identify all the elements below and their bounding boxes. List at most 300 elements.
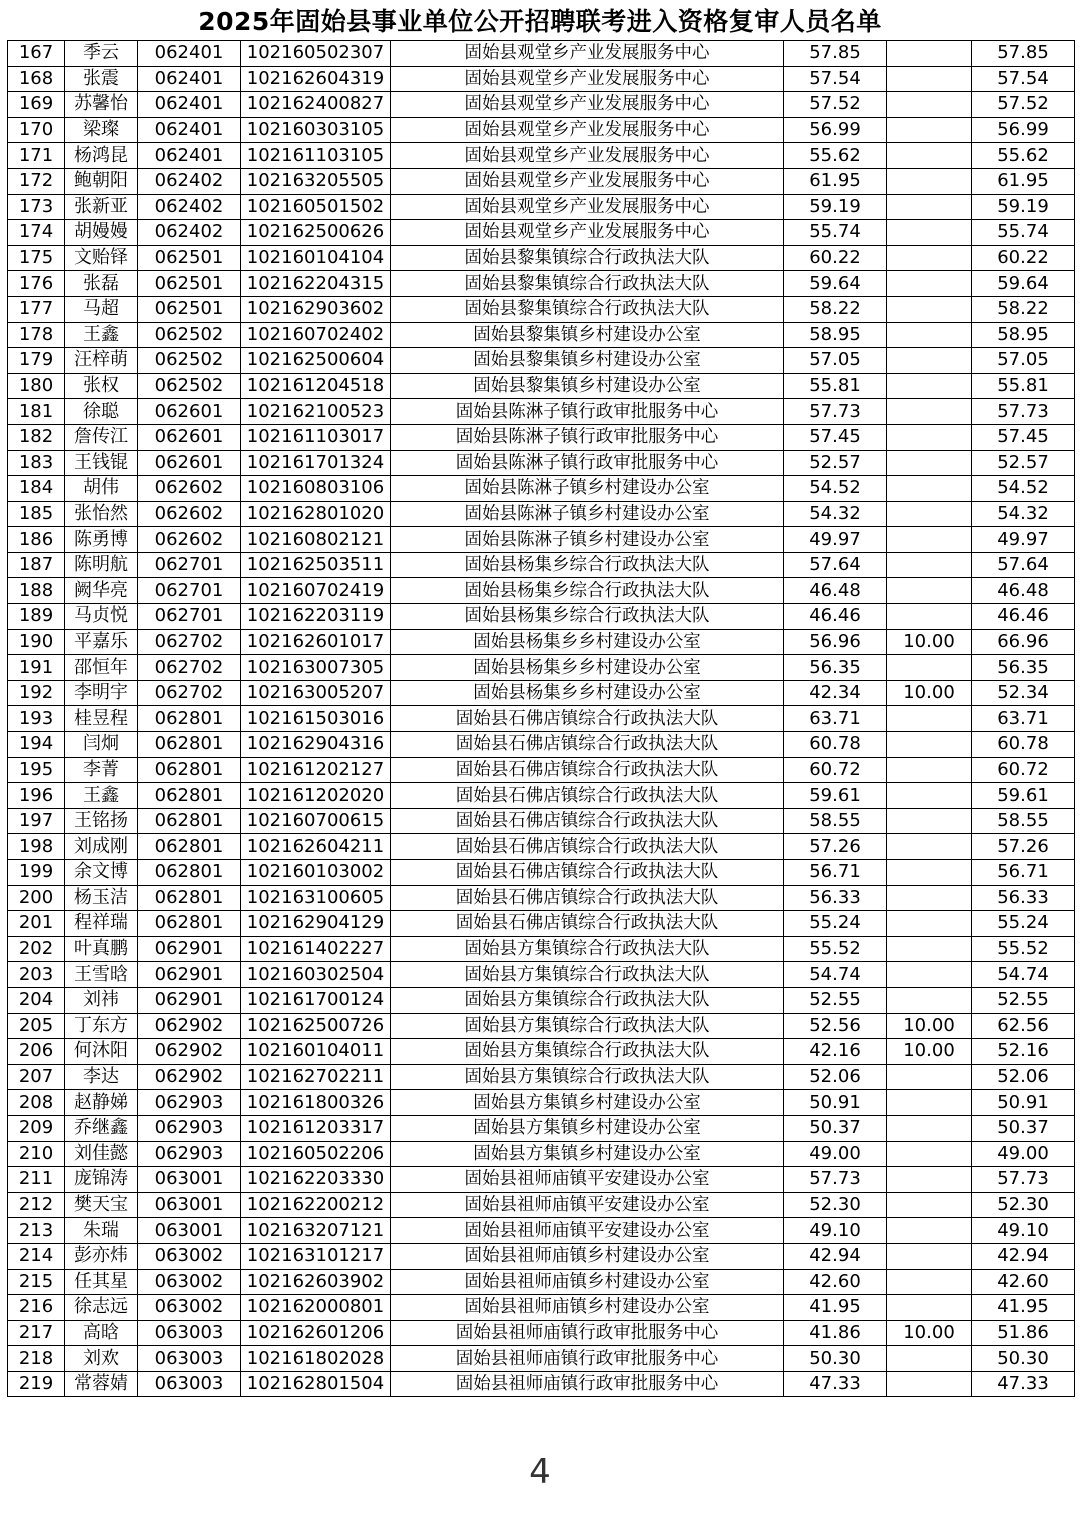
bonus-score-cell [887, 1064, 972, 1090]
employer-unit-cell: 固始县杨集乡综合行政执法大队 [391, 604, 784, 630]
bonus-score-cell [887, 962, 972, 988]
employer-unit-cell: 固始县方集镇综合行政执法大队 [391, 1064, 784, 1090]
total-score-cell: 49.00 [972, 1141, 1075, 1167]
position-code-cell: 062801 [138, 834, 241, 860]
total-score-cell: 42.60 [972, 1269, 1075, 1295]
position-code-cell: 062401 [138, 92, 241, 118]
written-score-cell: 47.33 [784, 1371, 887, 1397]
table-row [8, 322, 1075, 348]
total-score-cell: 55.81 [972, 373, 1075, 399]
candidate-name-cell: 刘佳懿 [65, 1141, 138, 1167]
bonus-score-cell: 10.00 [887, 629, 972, 655]
page-number: 4 [529, 1452, 551, 1492]
total-score-cell: 55.52 [972, 936, 1075, 962]
candidate-name-cell: 程祥瑞 [65, 911, 138, 937]
position-code-cell: 062901 [138, 936, 241, 962]
candidate-name-cell: 王雪晗 [65, 962, 138, 988]
employer-unit-cell: 固始县祖师庙镇行政审批服务中心 [391, 1371, 784, 1397]
written-score-cell: 54.32 [784, 501, 887, 527]
bonus-score-cell [887, 783, 972, 809]
bonus-score-cell [887, 732, 972, 758]
table-row [8, 117, 1075, 143]
candidate-name-cell: 何沐阳 [65, 1039, 138, 1065]
exam-number-cell: 102161202127 [241, 757, 391, 783]
position-code-cell: 062401 [138, 143, 241, 169]
employer-unit-cell: 固始县石佛店镇综合行政执法大队 [391, 911, 784, 937]
position-code-cell: 062401 [138, 41, 241, 67]
written-score-cell: 42.60 [784, 1269, 887, 1295]
position-code-cell: 062402 [138, 194, 241, 220]
written-score-cell: 59.61 [784, 783, 887, 809]
total-score-cell: 52.55 [972, 987, 1075, 1013]
table-row [8, 348, 1075, 374]
total-score-cell: 50.91 [972, 1090, 1075, 1116]
total-score-cell: 57.64 [972, 552, 1075, 578]
bonus-score-cell [887, 1167, 972, 1193]
row-index-cell: 169 [8, 92, 65, 118]
candidate-name-cell: 鲍朝阳 [65, 168, 138, 194]
employer-unit-cell: 固始县杨集乡乡村建设办公室 [391, 629, 784, 655]
row-index-cell: 188 [8, 578, 65, 604]
exam-number-cell: 102161402227 [241, 936, 391, 962]
table-row [8, 1192, 1075, 1218]
total-score-cell: 60.72 [972, 757, 1075, 783]
written-score-cell: 60.22 [784, 245, 887, 271]
written-score-cell: 56.99 [784, 117, 887, 143]
written-score-cell: 52.57 [784, 450, 887, 476]
employer-unit-cell: 固始县杨集乡乡村建设办公室 [391, 655, 784, 681]
table-row [8, 1141, 1075, 1167]
written-score-cell: 55.81 [784, 373, 887, 399]
candidate-name-cell: 赵静娣 [65, 1090, 138, 1116]
table-row [8, 296, 1075, 322]
row-index-cell: 184 [8, 476, 65, 502]
position-code-cell: 062801 [138, 911, 241, 937]
table-row [8, 552, 1075, 578]
total-score-cell: 58.22 [972, 296, 1075, 322]
row-index-cell: 212 [8, 1192, 65, 1218]
exam-number-cell: 102160803106 [241, 476, 391, 502]
total-score-cell: 61.95 [972, 168, 1075, 194]
written-score-cell: 49.10 [784, 1218, 887, 1244]
total-score-cell: 60.22 [972, 245, 1075, 271]
candidate-name-cell: 叶真鹏 [65, 936, 138, 962]
employer-unit-cell: 固始县方集镇综合行政执法大队 [391, 1013, 784, 1039]
table-row [8, 66, 1075, 92]
table-row [8, 1218, 1075, 1244]
position-code-cell: 063002 [138, 1295, 241, 1321]
bonus-score-cell [887, 578, 972, 604]
position-code-cell: 063001 [138, 1218, 241, 1244]
table-row [8, 604, 1075, 630]
position-code-cell: 062602 [138, 527, 241, 553]
written-score-cell: 60.78 [784, 732, 887, 758]
table-row [8, 629, 1075, 655]
row-index-cell: 168 [8, 66, 65, 92]
candidate-name-cell: 李达 [65, 1064, 138, 1090]
candidate-table [7, 40, 1075, 1397]
total-score-cell: 50.30 [972, 1346, 1075, 1372]
row-index-cell: 204 [8, 987, 65, 1013]
candidate-name-cell: 季云 [65, 41, 138, 67]
bonus-score-cell [887, 1141, 972, 1167]
total-score-cell: 49.10 [972, 1218, 1075, 1244]
table-row [8, 143, 1075, 169]
bonus-score-cell [887, 66, 972, 92]
table-row [8, 885, 1075, 911]
row-index-cell: 211 [8, 1167, 65, 1193]
table-row [8, 220, 1075, 246]
exam-number-cell: 102162204315 [241, 271, 391, 297]
table-row [8, 1269, 1075, 1295]
position-code-cell: 062601 [138, 399, 241, 425]
exam-number-cell: 102162100523 [241, 399, 391, 425]
written-score-cell: 63.71 [784, 706, 887, 732]
employer-unit-cell: 固始县黎集镇综合行政执法大队 [391, 271, 784, 297]
written-score-cell: 42.34 [784, 680, 887, 706]
table-row [8, 527, 1075, 553]
written-score-cell: 55.24 [784, 911, 887, 937]
exam-number-cell: 102162500726 [241, 1013, 391, 1039]
total-score-cell: 55.24 [972, 911, 1075, 937]
employer-unit-cell: 固始县石佛店镇综合行政执法大队 [391, 732, 784, 758]
exam-number-cell: 102162603902 [241, 1269, 391, 1295]
total-score-cell: 57.52 [972, 92, 1075, 118]
employer-unit-cell: 固始县祖师庙镇平安建设办公室 [391, 1192, 784, 1218]
bonus-score-cell [887, 860, 972, 886]
exam-number-cell: 102163100605 [241, 885, 391, 911]
exam-number-cell: 102162203119 [241, 604, 391, 630]
table-row [8, 1064, 1075, 1090]
row-index-cell: 191 [8, 655, 65, 681]
table-row [8, 732, 1075, 758]
exam-number-cell: 102162503511 [241, 552, 391, 578]
candidate-name-cell: 刘欢 [65, 1346, 138, 1372]
position-code-cell: 062903 [138, 1090, 241, 1116]
total-score-cell: 46.48 [972, 578, 1075, 604]
row-index-cell: 183 [8, 450, 65, 476]
written-score-cell: 42.94 [784, 1243, 887, 1269]
table-row [8, 783, 1075, 809]
position-code-cell: 062701 [138, 552, 241, 578]
written-score-cell: 52.56 [784, 1013, 887, 1039]
bonus-score-cell [887, 834, 972, 860]
row-index-cell: 189 [8, 604, 65, 630]
row-index-cell: 201 [8, 911, 65, 937]
bonus-score-cell [887, 885, 972, 911]
written-score-cell: 57.73 [784, 1167, 887, 1193]
exam-number-cell: 102160702419 [241, 578, 391, 604]
row-index-cell: 185 [8, 501, 65, 527]
total-score-cell: 51.86 [972, 1320, 1075, 1346]
candidate-name-cell: 闫炯 [65, 732, 138, 758]
written-score-cell: 56.96 [784, 629, 887, 655]
total-score-cell: 54.74 [972, 962, 1075, 988]
table-row [8, 1090, 1075, 1116]
written-score-cell: 57.85 [784, 41, 887, 67]
exam-number-cell: 102160501502 [241, 194, 391, 220]
row-index-cell: 206 [8, 1039, 65, 1065]
position-code-cell: 062401 [138, 117, 241, 143]
row-index-cell: 179 [8, 348, 65, 374]
exam-number-cell: 102162801020 [241, 501, 391, 527]
candidate-name-cell: 张怡然 [65, 501, 138, 527]
employer-unit-cell: 固始县陈淋子镇行政审批服务中心 [391, 399, 784, 425]
bonus-score-cell [887, 552, 972, 578]
written-score-cell: 52.55 [784, 987, 887, 1013]
bonus-score-cell [887, 911, 972, 937]
row-index-cell: 200 [8, 885, 65, 911]
employer-unit-cell: 固始县观堂乡产业发展服务中心 [391, 168, 784, 194]
table-row [8, 655, 1075, 681]
candidate-name-cell: 彭亦炜 [65, 1243, 138, 1269]
written-score-cell: 59.64 [784, 271, 887, 297]
bonus-score-cell [887, 322, 972, 348]
employer-unit-cell: 固始县方集镇综合行政执法大队 [391, 1039, 784, 1065]
position-code-cell: 062502 [138, 322, 241, 348]
candidate-name-cell: 高晗 [65, 1320, 138, 1346]
row-index-cell: 193 [8, 706, 65, 732]
employer-unit-cell: 固始县方集镇乡村建设办公室 [391, 1115, 784, 1141]
candidate-name-cell: 丁东方 [65, 1013, 138, 1039]
bonus-score-cell [887, 1243, 972, 1269]
bonus-score-cell [887, 476, 972, 502]
candidate-name-cell: 王鑫 [65, 783, 138, 809]
table-row [8, 373, 1075, 399]
table-row [8, 1295, 1075, 1321]
exam-number-cell: 102163101217 [241, 1243, 391, 1269]
exam-number-cell: 102160502206 [241, 1141, 391, 1167]
row-index-cell: 186 [8, 527, 65, 553]
candidate-name-cell: 马贞悦 [65, 604, 138, 630]
written-score-cell: 41.95 [784, 1295, 887, 1321]
page-title: 2025年固始县事业单位公开招聘联考进入资格复审人员名单 [198, 7, 882, 36]
candidate-name-cell: 桂昱程 [65, 706, 138, 732]
table-row [8, 1243, 1075, 1269]
total-score-cell: 59.64 [972, 271, 1075, 297]
exam-number-cell: 102162601206 [241, 1320, 391, 1346]
exam-number-cell: 102161203317 [241, 1115, 391, 1141]
employer-unit-cell: 固始县方集镇综合行政执法大队 [391, 962, 784, 988]
employer-unit-cell: 固始县祖师庙镇平安建设办公室 [391, 1218, 784, 1244]
position-code-cell: 062602 [138, 476, 241, 502]
total-score-cell: 47.33 [972, 1371, 1075, 1397]
written-score-cell: 55.52 [784, 936, 887, 962]
row-index-cell: 194 [8, 732, 65, 758]
position-code-cell: 063002 [138, 1269, 241, 1295]
employer-unit-cell: 固始县观堂乡产业发展服务中心 [391, 194, 784, 220]
total-score-cell: 52.06 [972, 1064, 1075, 1090]
candidate-name-cell: 李明宇 [65, 680, 138, 706]
employer-unit-cell: 固始县黎集镇综合行政执法大队 [391, 245, 784, 271]
table-row [8, 706, 1075, 732]
table-row [8, 680, 1075, 706]
written-score-cell: 52.06 [784, 1064, 887, 1090]
total-score-cell: 52.57 [972, 450, 1075, 476]
exam-number-cell: 102161202020 [241, 783, 391, 809]
exam-number-cell: 102160702402 [241, 322, 391, 348]
written-score-cell: 54.74 [784, 962, 887, 988]
employer-unit-cell: 固始县石佛店镇综合行政执法大队 [391, 808, 784, 834]
candidate-name-cell: 詹传江 [65, 424, 138, 450]
candidate-name-cell: 樊天宝 [65, 1192, 138, 1218]
candidate-name-cell: 王铭扬 [65, 808, 138, 834]
table-row [8, 962, 1075, 988]
row-index-cell: 195 [8, 757, 65, 783]
total-score-cell: 54.32 [972, 501, 1075, 527]
written-score-cell: 41.86 [784, 1320, 887, 1346]
written-score-cell: 56.33 [784, 885, 887, 911]
written-score-cell: 49.00 [784, 1141, 887, 1167]
total-score-cell: 57.85 [972, 41, 1075, 67]
candidate-name-cell: 梁璨 [65, 117, 138, 143]
position-code-cell: 062903 [138, 1115, 241, 1141]
table-row [8, 92, 1075, 118]
row-index-cell: 171 [8, 143, 65, 169]
bonus-score-cell [887, 936, 972, 962]
table-row [8, 1320, 1075, 1346]
position-code-cell: 062402 [138, 220, 241, 246]
bonus-score-cell [887, 706, 972, 732]
total-score-cell: 57.05 [972, 348, 1075, 374]
bonus-score-cell [887, 1192, 972, 1218]
total-score-cell: 57.73 [972, 1167, 1075, 1193]
position-code-cell: 062801 [138, 808, 241, 834]
table-row [8, 168, 1075, 194]
employer-unit-cell: 固始县陈淋子镇乡村建设办公室 [391, 527, 784, 553]
exam-number-cell: 102161503016 [241, 706, 391, 732]
row-index-cell: 172 [8, 168, 65, 194]
total-score-cell: 57.45 [972, 424, 1075, 450]
written-score-cell: 57.52 [784, 92, 887, 118]
exam-number-cell: 102162604211 [241, 834, 391, 860]
row-index-cell: 210 [8, 1141, 65, 1167]
position-code-cell: 062702 [138, 629, 241, 655]
bonus-score-cell [887, 1115, 972, 1141]
exam-number-cell: 102162203330 [241, 1167, 391, 1193]
bonus-score-cell [887, 757, 972, 783]
table-row [8, 476, 1075, 502]
employer-unit-cell: 固始县石佛店镇综合行政执法大队 [391, 783, 784, 809]
candidate-name-cell: 汪梓萌 [65, 348, 138, 374]
employer-unit-cell: 固始县观堂乡产业发展服务中心 [391, 41, 784, 67]
written-score-cell: 58.55 [784, 808, 887, 834]
total-score-cell: 57.54 [972, 66, 1075, 92]
position-code-cell: 062501 [138, 296, 241, 322]
table-row [8, 41, 1075, 67]
employer-unit-cell: 固始县黎集镇乡村建设办公室 [391, 348, 784, 374]
bonus-score-cell: 10.00 [887, 680, 972, 706]
written-score-cell: 56.35 [784, 655, 887, 681]
table-row [8, 936, 1075, 962]
written-score-cell: 60.72 [784, 757, 887, 783]
table-row [8, 911, 1075, 937]
bonus-score-cell [887, 92, 972, 118]
exam-number-cell: 102163207121 [241, 1218, 391, 1244]
table-row [8, 860, 1075, 886]
total-score-cell: 57.73 [972, 399, 1075, 425]
row-index-cell: 173 [8, 194, 65, 220]
row-index-cell: 207 [8, 1064, 65, 1090]
position-code-cell: 062501 [138, 245, 241, 271]
table-row [8, 1167, 1075, 1193]
total-score-cell: 50.37 [972, 1115, 1075, 1141]
written-score-cell: 55.62 [784, 143, 887, 169]
candidate-name-cell: 刘成刚 [65, 834, 138, 860]
employer-unit-cell: 固始县陈淋子镇乡村建设办公室 [391, 501, 784, 527]
position-code-cell: 063003 [138, 1371, 241, 1397]
written-score-cell: 61.95 [784, 168, 887, 194]
employer-unit-cell: 固始县石佛店镇综合行政执法大队 [391, 885, 784, 911]
employer-unit-cell: 固始县祖师庙镇乡村建设办公室 [391, 1295, 784, 1321]
row-index-cell: 209 [8, 1115, 65, 1141]
total-score-cell: 59.19 [972, 194, 1075, 220]
row-index-cell: 190 [8, 629, 65, 655]
row-index-cell: 202 [8, 936, 65, 962]
bonus-score-cell [887, 41, 972, 67]
total-score-cell: 52.30 [972, 1192, 1075, 1218]
exam-number-cell: 102160103002 [241, 860, 391, 886]
exam-number-cell: 102162903602 [241, 296, 391, 322]
total-score-cell: 57.26 [972, 834, 1075, 860]
position-code-cell: 062701 [138, 604, 241, 630]
position-code-cell: 063003 [138, 1320, 241, 1346]
table-row [8, 578, 1075, 604]
employer-unit-cell: 固始县观堂乡产业发展服务中心 [391, 92, 784, 118]
employer-unit-cell: 固始县观堂乡产业发展服务中心 [391, 66, 784, 92]
exam-number-cell: 102161700124 [241, 987, 391, 1013]
table-row [8, 245, 1075, 271]
row-index-cell: 187 [8, 552, 65, 578]
employer-unit-cell: 固始县石佛店镇综合行政执法大队 [391, 834, 784, 860]
exam-number-cell: 102161701324 [241, 450, 391, 476]
total-score-cell: 58.55 [972, 808, 1075, 834]
bonus-score-cell [887, 168, 972, 194]
total-score-cell: 55.62 [972, 143, 1075, 169]
employer-unit-cell: 固始县方集镇乡村建设办公室 [391, 1141, 784, 1167]
row-index-cell: 174 [8, 220, 65, 246]
exam-number-cell: 102160700615 [241, 808, 391, 834]
total-score-cell: 66.96 [972, 629, 1075, 655]
position-code-cell: 063003 [138, 1346, 241, 1372]
candidate-name-cell: 徐聪 [65, 399, 138, 425]
exam-number-cell: 102161800326 [241, 1090, 391, 1116]
position-code-cell: 062901 [138, 987, 241, 1013]
row-index-cell: 182 [8, 424, 65, 450]
candidate-name-cell: 王鑫 [65, 322, 138, 348]
row-index-cell: 175 [8, 245, 65, 271]
employer-unit-cell: 固始县观堂乡产业发展服务中心 [391, 117, 784, 143]
employer-unit-cell: 固始县陈淋子镇行政审批服务中心 [391, 450, 784, 476]
bonus-score-cell [887, 245, 972, 271]
exam-number-cell: 102162604319 [241, 66, 391, 92]
written-score-cell: 58.22 [784, 296, 887, 322]
exam-number-cell: 102161802028 [241, 1346, 391, 1372]
position-code-cell: 062602 [138, 501, 241, 527]
total-score-cell: 59.61 [972, 783, 1075, 809]
employer-unit-cell: 固始县石佛店镇综合行政执法大队 [391, 860, 784, 886]
position-code-cell: 062902 [138, 1013, 241, 1039]
exam-number-cell: 102162400827 [241, 92, 391, 118]
bonus-score-cell [887, 1269, 972, 1295]
written-score-cell: 54.52 [784, 476, 887, 502]
bonus-score-cell [887, 117, 972, 143]
written-score-cell: 50.91 [784, 1090, 887, 1116]
exam-number-cell: 102162904129 [241, 911, 391, 937]
table-row [8, 757, 1075, 783]
position-code-cell: 062502 [138, 373, 241, 399]
position-code-cell: 062801 [138, 732, 241, 758]
